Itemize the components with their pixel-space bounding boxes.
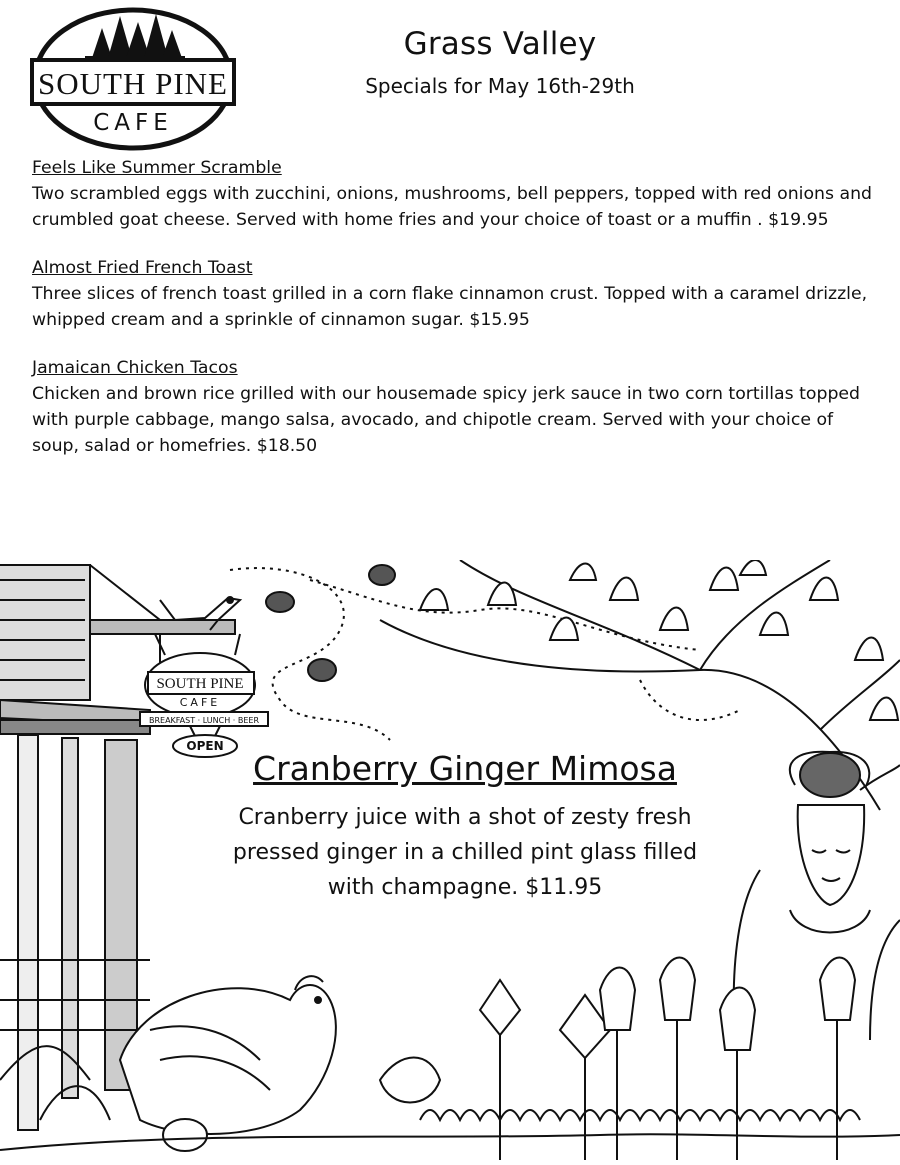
logo-text-south-pine: SOUTH PINE [38,66,228,101]
page-header [300,26,700,98]
special-item [32,255,872,333]
special-item [32,355,872,459]
sign-text-south-pine: SOUTH PINE [156,676,244,692]
special-description: Chicken and brown rice grilled with our housemade spicy jerk sauce in two corn tortillas topped with purple cabbage, mango salsa, avocado, and chipotle cream. Served with your choice of soup, salad or homefries. $18.50 [32,384,861,456]
feature-description [195,800,735,905]
special-description: Two scrambled eggs with zucchini, onions, mushrooms, bell peppers, topped with red onions and crumbled goat cheese. Served with home fries and your choice of toast or a muffin . $19.95 [32,184,873,230]
special-item [32,155,872,233]
sign-text-open: OPEN [186,739,224,753]
feature-title: Cranberry Ginger Mimosa [253,749,677,788]
special-title: Jamaican Chicken Tacos [32,358,238,378]
page-title: Grass Valley [403,26,597,62]
special-title: Almost Fried French Toast [32,258,253,278]
logo-text-cafe: CAFE [93,110,173,136]
special-description: Three slices of french toast grilled in a corn flake cinnamon crust. Topped with a caramel drizzle, whipped cream and a sprinkle of cinnamon sugar. $15.95 [32,284,868,330]
sign-text-hours: BREAKFAST · LUNCH · BEER [148,716,260,725]
sign-text-cafe: CAFE [179,696,221,709]
buddha-statue-illustration [734,752,900,1040]
feature-description-line: pressed ginger in a chilled pint glass filled [232,840,698,865]
page-subtitle: Specials for May 16th-29th [365,74,635,98]
feature-description-line: with champagne. $11.95 [327,875,603,900]
south-pine-cafe-logo [30,6,236,151]
feature-drink [195,748,735,905]
specials-list [32,155,872,481]
feature-description-line: Cranberry juice with a shot of zesty fresh [238,805,692,830]
special-title: Feels Like Summer Scramble [32,158,282,178]
